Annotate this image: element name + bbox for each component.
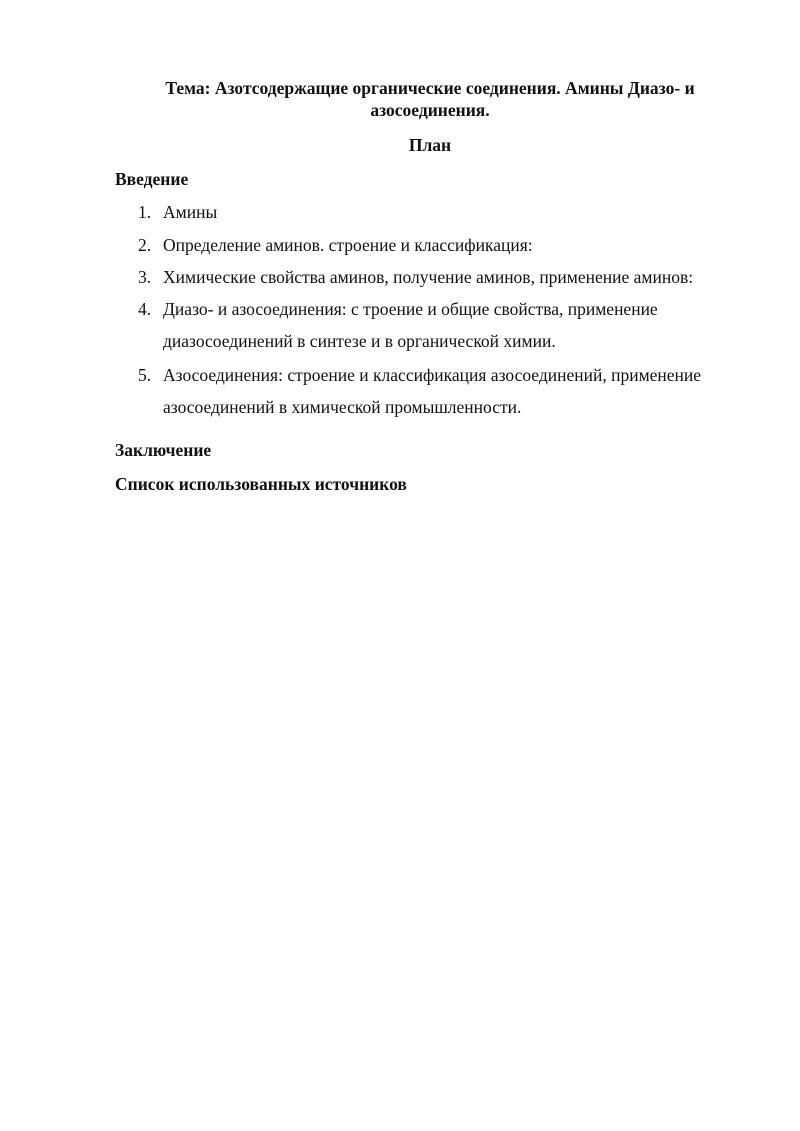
- list-item-text-continued: азосоединений в химической промышленности.: [163, 397, 522, 417]
- list-item-text: Амины: [163, 202, 218, 222]
- intro-heading: Введение: [115, 169, 189, 189]
- plan-heading: План: [408, 135, 452, 155]
- list-item-number: 1.: [138, 202, 152, 222]
- list-item-number: 5.: [138, 365, 152, 385]
- list-item-text: Диазо- и азосоединения: с троение и общие свойства, применение: [163, 299, 658, 319]
- list-item-number: 3.: [138, 267, 152, 287]
- list-item-number: 2.: [138, 235, 152, 255]
- conclusion-heading: Заключение: [115, 440, 212, 460]
- document-title-line-1: Тема: Азотсодержащие органические соединения. Амины Диазо- и: [165, 78, 695, 98]
- sources-heading: Список использованных источников: [115, 474, 407, 494]
- list-item-number: 4.: [138, 299, 152, 319]
- list-item-text: Химические свойства аминов, получение аминов, применение аминов:: [163, 267, 694, 287]
- list-item-text-continued: диазосоединений в синтезе и в органической химии.: [163, 331, 556, 351]
- document-title-line-2: азосоединения.: [370, 100, 490, 120]
- list-item-text: Определение аминов. строение и классификация:: [163, 235, 533, 255]
- list-item-text: Азосоединения: строение и классификация азосоединений, применение: [163, 365, 702, 385]
